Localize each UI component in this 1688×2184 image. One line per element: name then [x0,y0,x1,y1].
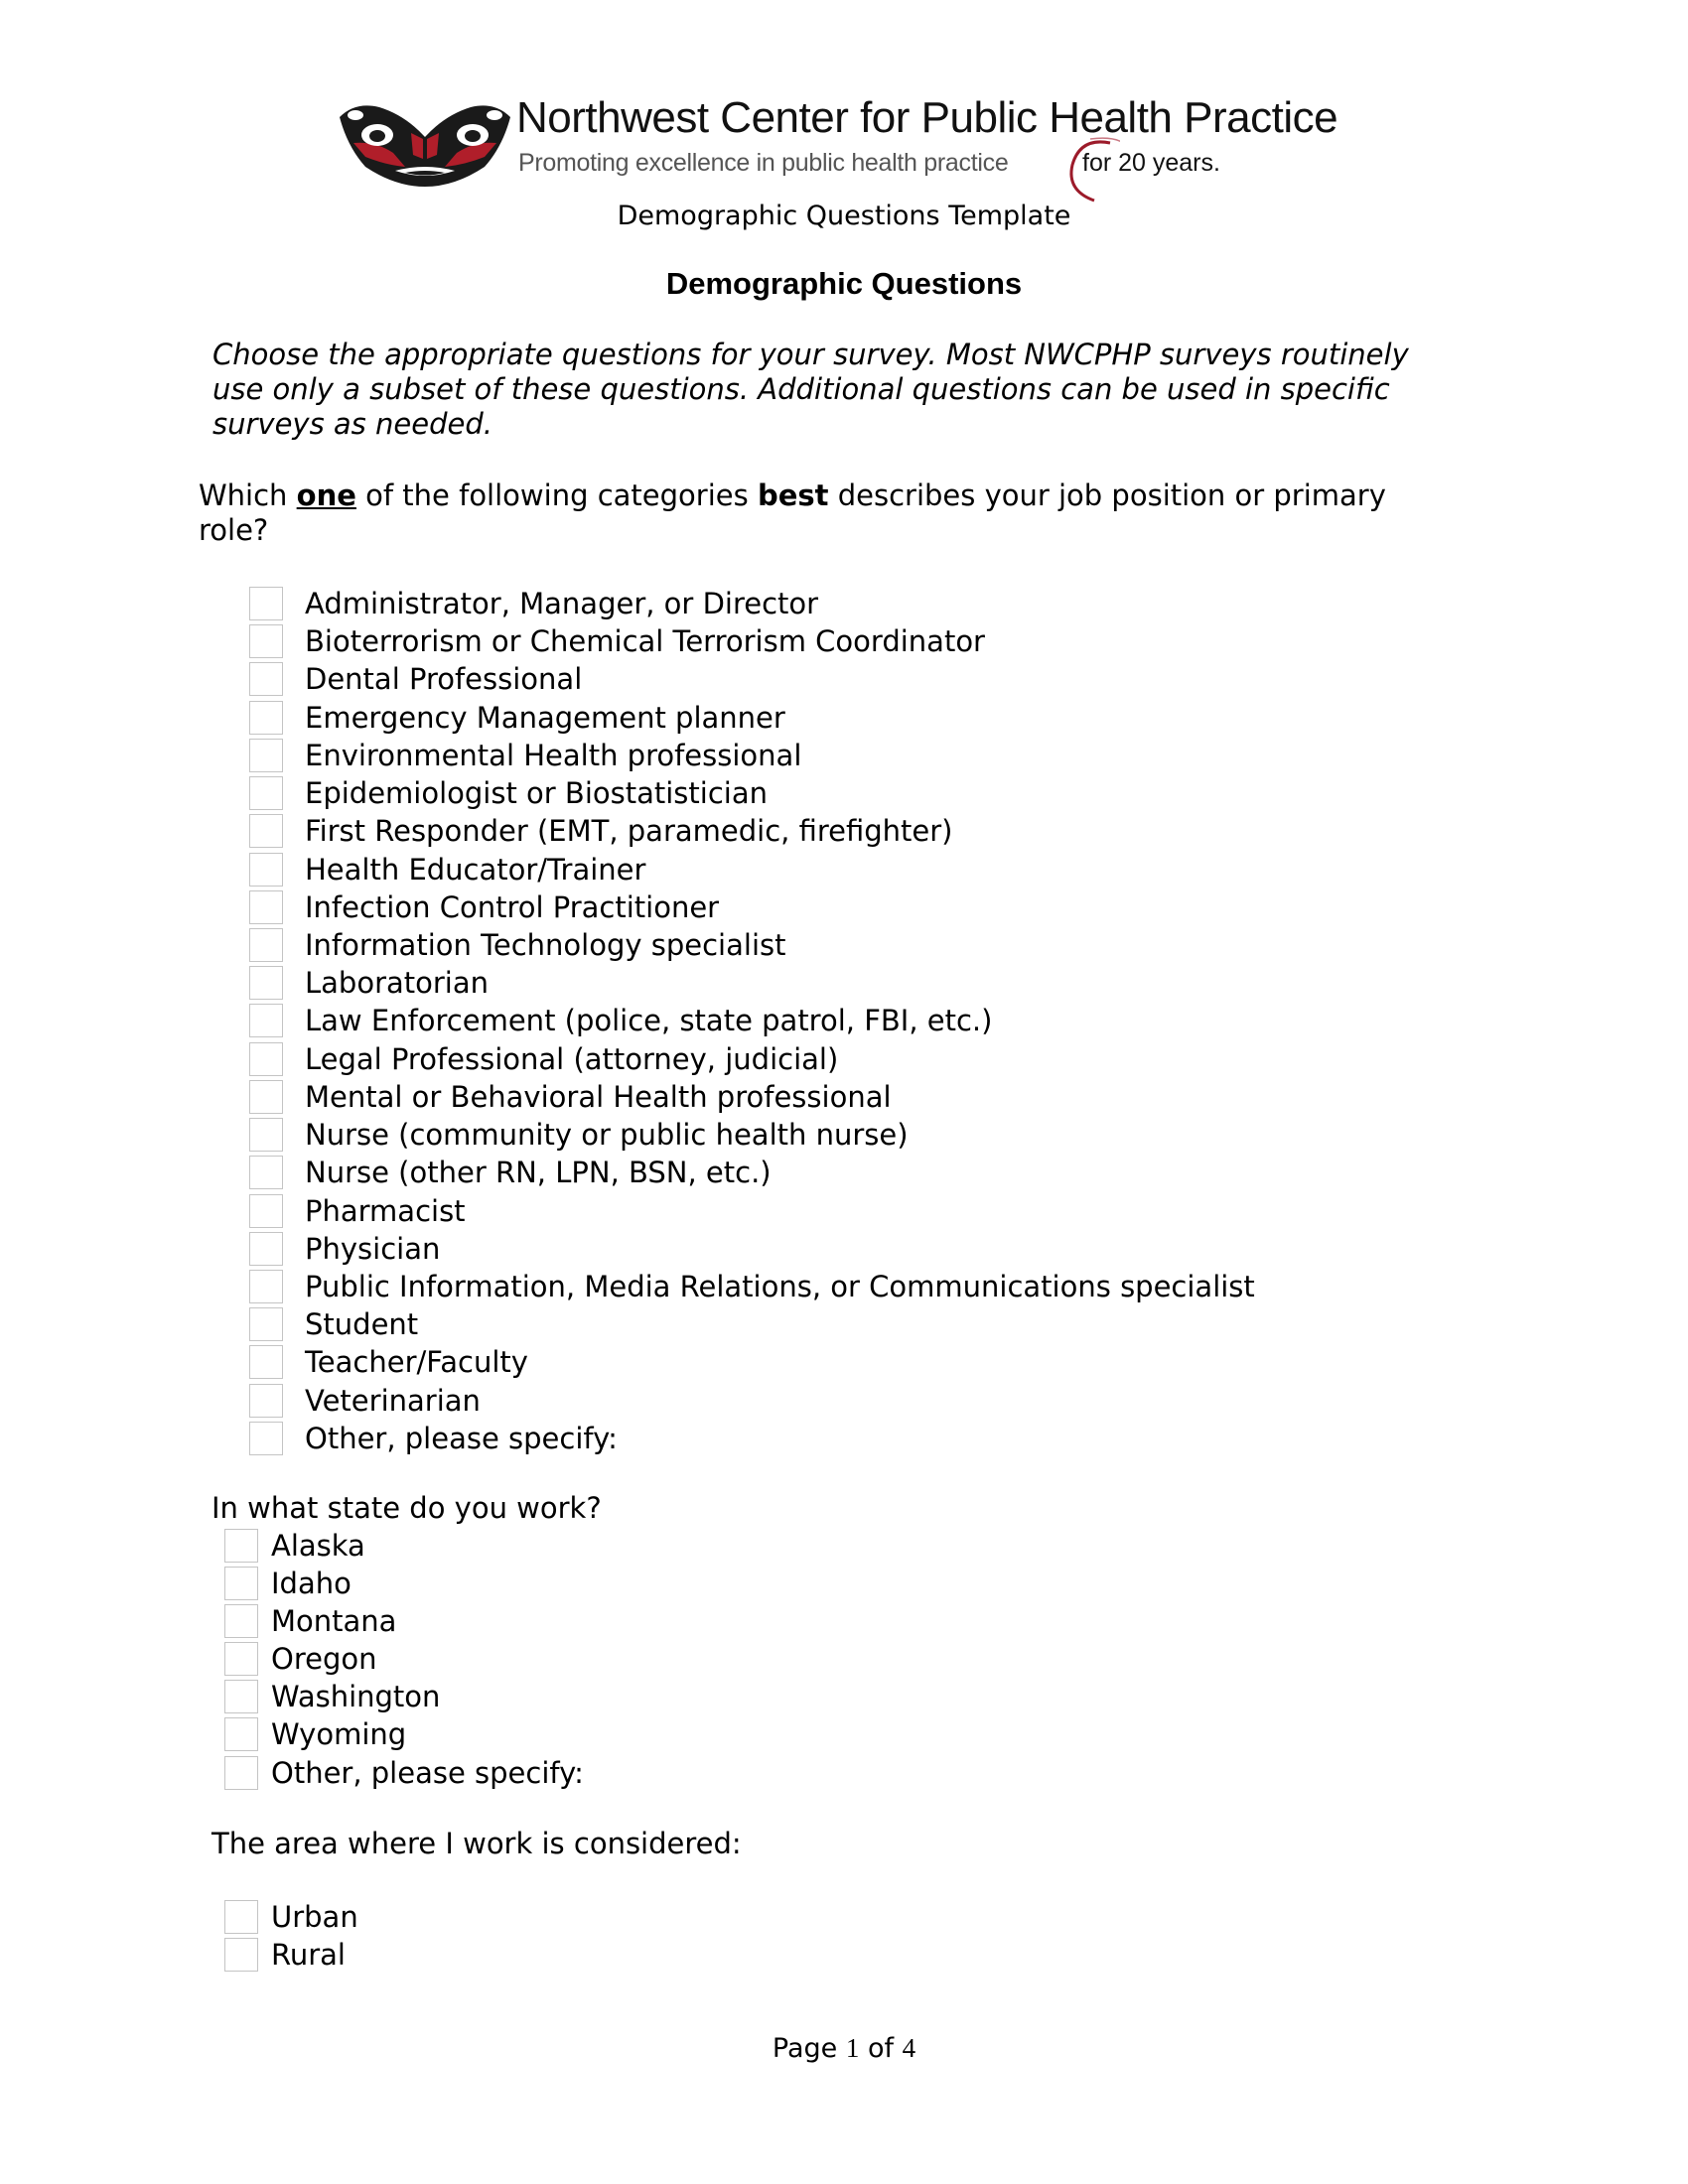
job-option[interactable] [249,1382,481,1420]
job-option-label: First Responder (EMT, paramedic, firefighter) [305,814,953,848]
job-option-label: Information Technology specialist [305,928,786,962]
job-option-label: Teacher/Faculty [305,1345,528,1379]
checkbox[interactable] [249,1345,283,1379]
job-option-label: Dental Professional [305,662,583,696]
checkbox[interactable] [249,1384,283,1418]
job-option[interactable] [249,1230,440,1268]
job-option-other[interactable] [249,1420,618,1457]
state-option-label: Wyoming [271,1717,407,1751]
checkbox[interactable] [224,1604,258,1638]
state-option[interactable] [224,1715,406,1753]
org-logo-header [336,93,1348,197]
checkbox[interactable] [224,1529,258,1563]
job-option[interactable] [249,699,785,737]
job-option[interactable] [249,812,953,850]
state-option[interactable] [224,1640,376,1678]
checkbox[interactable] [224,1680,258,1713]
checkbox[interactable] [249,966,283,1000]
job-option-label: Epidemiologist or Biostatistician [305,776,768,810]
org-name: Northwest Center for Public Health Practice [516,93,1338,142]
job-question-emphasis-one: one [296,478,356,512]
state-option-other[interactable] [224,1754,584,1792]
area-option-rural[interactable] [224,1936,346,1974]
checkbox[interactable] [249,1270,283,1303]
intro-line-1: Choose the appropriate questions for your survey. Most NWCPHP surveys routinely [212,338,1409,371]
job-question-text [199,478,1386,513]
page-current: 1 [845,2033,860,2063]
job-option[interactable] [249,1116,909,1154]
job-option-label: Public Information, Media Relations, or Communications specialist [305,1270,1255,1303]
job-option[interactable] [249,737,801,774]
checkbox[interactable] [224,1642,258,1676]
state-option-label: Alaska [271,1529,365,1563]
state-option-label: Idaho [271,1567,352,1600]
checkbox[interactable] [249,1004,283,1037]
job-option-label: Pharmacist [305,1194,466,1228]
job-option-label: Other, please specify: [305,1422,618,1455]
job-question-prefix: Which [199,478,297,512]
state-option-label: Other, please specify: [271,1756,584,1790]
state-option[interactable] [224,1565,352,1602]
northwest-coast-art-logo-icon [336,97,514,187]
job-option-label: Administrator, Manager, or Director [305,587,819,620]
intro-line-2: use only a subset of these questions. Additional questions can be used in specific [212,372,1390,406]
job-option-label: Infection Control Practitioner [305,890,720,924]
checkbox[interactable] [249,1118,283,1152]
job-question-suffix: describes your job position or primary [828,478,1386,512]
job-option-label: Legal Professional (attorney, judicial) [305,1042,839,1076]
job-option-label: Physician [305,1232,441,1266]
page-label: Page [772,2033,846,2064]
job-option[interactable] [249,1305,418,1343]
intro-line-3: surveys as needed. [212,407,492,441]
job-option-label: Law Enforcement (police, state patrol, FBI, etc.) [305,1004,993,1037]
document-heading: Demographic Questions [665,266,1023,301]
job-option[interactable] [249,1040,838,1078]
job-option[interactable] [249,1002,992,1039]
job-option-label: Veterinarian [305,1384,481,1418]
state-option-label: Oregon [271,1642,377,1676]
checkbox[interactable] [249,853,283,887]
org-tagline-years: for 20 years. [1082,149,1220,177]
checkbox[interactable] [249,776,283,810]
job-option[interactable] [249,888,719,926]
org-tagline: Promoting excellence in public health practice [518,149,1009,177]
checkbox[interactable] [224,1567,258,1600]
checkbox[interactable] [249,701,283,735]
job-option-label: Nurse (community or public health nurse) [305,1118,909,1152]
job-option[interactable] [249,851,645,888]
checkbox[interactable] [249,624,283,658]
checkbox[interactable] [249,928,283,962]
checkbox[interactable] [249,1042,283,1076]
checkbox[interactable] [249,662,283,696]
job-option-label: Environmental Health professional [305,739,802,772]
job-option[interactable] [249,585,818,622]
job-option[interactable] [249,1192,466,1230]
page-total: 4 [902,2033,916,2063]
checkbox[interactable] [224,1938,258,1972]
job-question-line-2: role? [199,513,269,547]
area-option-urban[interactable] [224,1898,358,1936]
job-option-label: Bioterrorism or Chemical Terrorism Coordinator [305,624,985,658]
job-option[interactable] [249,926,785,964]
job-option[interactable] [249,1343,528,1381]
state-question-text: In what state do you work? [211,1491,602,1525]
checkbox[interactable] [249,587,283,620]
job-option-label: Health Educator/Trainer [305,853,646,887]
state-option[interactable] [224,1678,440,1715]
area-option-label: Urban [271,1900,358,1934]
area-question-text: The area where I work is considered: [211,1827,742,1860]
state-option[interactable] [224,1527,365,1565]
job-option[interactable] [249,622,985,660]
state-option-label: Washington [271,1680,441,1713]
checkbox[interactable] [249,890,283,924]
job-option[interactable] [249,1268,1255,1305]
job-option-label: Laboratorian [305,966,490,1000]
document-subtitle: Demographic Questions Template [617,201,1071,231]
checkbox[interactable] [249,1194,283,1228]
job-option[interactable] [249,964,489,1002]
checkbox[interactable] [249,814,283,848]
checkbox[interactable] [249,1156,283,1189]
job-question-middle: of the following categories [355,478,758,512]
page-number-footer [0,2033,1688,2064]
job-option-label: Mental or Behavioral Health professional [305,1080,892,1114]
state-option-label: Montana [271,1604,397,1638]
checkbox[interactable] [249,1307,283,1341]
job-option[interactable] [249,1154,772,1191]
checkbox[interactable] [249,1422,283,1455]
checkbox[interactable] [249,1232,283,1266]
checkbox[interactable] [224,1717,258,1751]
state-option[interactable] [224,1602,396,1640]
job-option[interactable] [249,774,768,812]
checkbox[interactable] [224,1756,258,1790]
job-option[interactable] [249,660,582,698]
job-option[interactable] [249,1078,892,1116]
checkbox[interactable] [249,1080,283,1114]
checkbox[interactable] [224,1900,258,1934]
job-question-emphasis-best: best [757,478,829,512]
job-option-label: Emergency Management planner [305,701,785,735]
checkbox[interactable] [249,739,283,772]
job-option-label: Nurse (other RN, LPN, BSN, etc.) [305,1156,772,1189]
job-option-label: Student [305,1307,419,1341]
page-of-label: of [859,2033,903,2064]
area-option-label: Rural [271,1938,346,1972]
